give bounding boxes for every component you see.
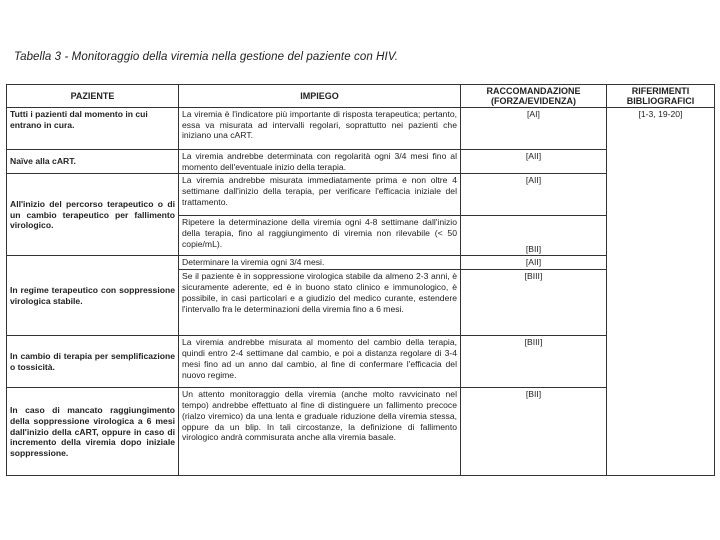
cell-paziente: Naïve alla cART. [7, 150, 179, 174]
table-row [7, 108, 715, 150]
cell-raccomandazione: [AII] [461, 150, 607, 174]
monitoring-table [6, 84, 715, 476]
table-header-row [7, 85, 715, 108]
header-riferimenti [607, 85, 715, 108]
cell-paziente: In regime terapeutico con soppressione virologica stabile. [7, 256, 179, 336]
cell-raccomandazione: [BIII] [461, 336, 607, 388]
cell-impiego: La viremia andrebbe determinata con regolarità ogni 3/4 mesi fino al momento dell'eventuale inizio della terapia. [179, 150, 461, 174]
cell-impiego: Un attento monitoraggio della viremia (anche molto ravvicinato nel tempo) andrebbe effettuato al fine di distinguere un fallimento precoce (rialzo viremico) da una lenta e graduale riduzione della viremia stessa, oppure da un blip. In tali circostanze, la definizione di fallimento virologico andrà commisurata anche alla viremia basale. [179, 388, 461, 476]
cell-raccomandazione: [AII] [461, 174, 607, 216]
cell-paziente: In cambio di terapia per semplificazione o tossicità. [7, 336, 179, 388]
cell-raccomandazione: [BII] [461, 216, 607, 256]
cell-raccomandazione: [BII] [461, 388, 607, 476]
cell-paziente: Tutti i pazienti dal momento in cui entrano in cura. [7, 108, 179, 150]
cell-impiego: Determinare la viremia ogni 3/4 mesi. [179, 256, 461, 270]
header-impiego: IMPIEGO [179, 85, 461, 108]
cell-raccomandazione: [BIII] [461, 270, 607, 336]
cell-paziente: All'inizio del percorso terapeutico o di un cambio terapeutico per fallimento virologico. [7, 174, 179, 256]
cell-impiego: Ripetere la determinazione della viremia ogni 4-8 settimane dall'inizio della terapia, fino al raggiungimento di viremia non rilevabile (< 50 copie/mL). [179, 216, 461, 256]
header-raccomandazione-text: RACCOMANDAZIONE (FORZA/EVIDENZA) [486, 86, 581, 106]
cell-riferimenti: [1-3, 19-20] [607, 108, 715, 476]
cell-impiego: La viremia andrebbe misurata immediatamente prima e non oltre 4 settimane dall'inizio della terapia, per verificare l'efficacia iniziale del trattamento. [179, 174, 461, 216]
cell-paziente: In caso di mancato raggiungimento della soppressione virologica a 6 mesi dall'inizio della cART, oppure in caso di incremento della viremia dopo iniziale soppressione. [7, 388, 179, 476]
header-riferimenti-text: RIFERIMENTI BIBLIOGRAFICI [626, 86, 695, 106]
header-paziente: PAZIENTE [7, 85, 179, 108]
cell-raccomandazione: [AII] [461, 256, 607, 270]
header-raccomandazione [461, 85, 607, 108]
table-title: Tabella 3 - Monitoraggio della viremia nella gestione del paziente con HIV. [14, 51, 399, 63]
cell-impiego: La viremia è l'indicatore più importante di risposta terapeutica; pertanto, essa va misurata ad intervalli regolari, soprattutto nei pazienti che iniziano una cART. [179, 108, 461, 150]
cell-raccomandazione: [AI] [461, 108, 607, 150]
cell-impiego: Se il paziente è in soppressione virologica stabile da almeno 2-3 anni, è sicuramente aderente, ed è in buono stato clinico e immunologico, è possibile, in casi particolari e a giudizio del medico curante, estendere l'intervallo fra le determinazioni della viremia fino a 6 mesi. [179, 270, 461, 336]
cell-impiego: La viremia andrebbe misurata al momento del cambio della terapia, quindi entro 2-4 settimane dal cambio, e poi a distanza regolare di 3-4 mesi fino ad un anno dal cambio, al fine di confermare l'efficacia del nuovo regime. [179, 336, 461, 388]
